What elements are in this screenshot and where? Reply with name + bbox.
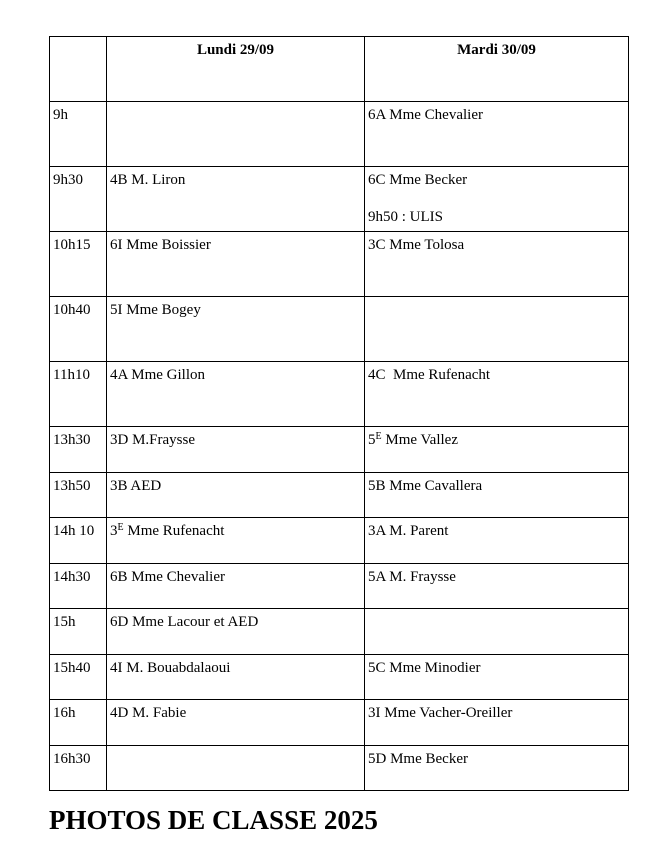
document-title: PHOTOS DE CLASSE 2025	[49, 805, 378, 835]
tuesday-cell: 5C Mme Minodier	[365, 654, 629, 700]
table-row	[50, 563, 629, 609]
monday-cell	[107, 102, 365, 167]
monday-cell: 3B AED	[107, 472, 365, 518]
table-row	[50, 745, 629, 791]
header-tuesday: Mardi 30/09	[365, 37, 629, 102]
monday-cell: 4I M. Bouabdalaoui	[107, 654, 365, 700]
time-cell: 14h 10	[50, 518, 107, 564]
tuesday-entry: Mme Vallez	[381, 432, 458, 448]
time-cell: 16h30	[50, 745, 107, 791]
monday-cell: 5I Mme Bogey	[107, 297, 365, 362]
class-level-suffix: E	[375, 431, 382, 442]
tuesday-extra-entry: 9h50 : ULIS	[368, 209, 443, 225]
table-row	[50, 427, 629, 473]
monday-cell: 6I Mme Boissier	[107, 232, 365, 297]
monday-cell	[107, 745, 365, 791]
time-cell: 16h	[50, 700, 107, 746]
table-row	[50, 297, 629, 362]
monday-cell: 6B Mme Chevalier	[107, 563, 365, 609]
class-level-suffix: E	[117, 522, 124, 533]
tuesday-cell	[365, 167, 629, 232]
table-row	[50, 518, 629, 564]
monday-cell	[107, 518, 365, 564]
monday-cell: 4D M. Fabie	[107, 700, 365, 746]
time-cell: 14h30	[50, 563, 107, 609]
tuesday-cell: 5D Mme Becker	[365, 745, 629, 791]
table-row	[50, 167, 629, 232]
tuesday-cell: 4C Mme Rufenacht	[365, 362, 629, 427]
table-row	[50, 102, 629, 167]
table-row	[50, 232, 629, 297]
time-cell: 13h30	[50, 427, 107, 473]
tuesday-cell	[365, 297, 629, 362]
time-cell: 13h50	[50, 472, 107, 518]
tuesday-cell	[365, 427, 629, 473]
time-cell: 15h40	[50, 654, 107, 700]
table-row	[50, 472, 629, 518]
table-row	[50, 654, 629, 700]
class-photo-schedule-table	[49, 36, 629, 791]
tuesday-cell: 3A M. Parent	[365, 518, 629, 564]
table-row	[50, 362, 629, 427]
table-row	[50, 700, 629, 746]
class-level: 5	[368, 432, 376, 448]
header-monday: Lundi 29/09	[107, 37, 365, 102]
class-level: 3	[110, 523, 118, 539]
table-header-row	[50, 37, 629, 102]
time-cell: 9h	[50, 102, 107, 167]
monday-cell: 6D Mme Lacour et AED	[107, 609, 365, 655]
time-cell: 9h30	[50, 167, 107, 232]
time-cell: 11h10	[50, 362, 107, 427]
tuesday-cell: 6A Mme Chevalier	[365, 102, 629, 167]
tuesday-cell: 5B Mme Cavallera	[365, 472, 629, 518]
tuesday-entry: 6C Mme Becker	[368, 172, 468, 188]
header-time-cell	[50, 37, 107, 102]
tuesday-cell	[365, 609, 629, 655]
monday-cell: 3D M.Fraysse	[107, 427, 365, 473]
monday-cell: 4A Mme Gillon	[107, 362, 365, 427]
monday-entry: Mme Rufenacht	[123, 523, 225, 539]
time-cell: 10h15	[50, 232, 107, 297]
time-cell: 10h40	[50, 297, 107, 362]
table-row	[50, 609, 629, 655]
tuesday-cell: 3C Mme Tolosa	[365, 232, 629, 297]
tuesday-cell: 5A M. Fraysse	[365, 563, 629, 609]
tuesday-cell: 3I Mme Vacher-Oreiller	[365, 700, 629, 746]
time-cell: 15h	[50, 609, 107, 655]
monday-cell: 4B M. Liron	[107, 167, 365, 232]
